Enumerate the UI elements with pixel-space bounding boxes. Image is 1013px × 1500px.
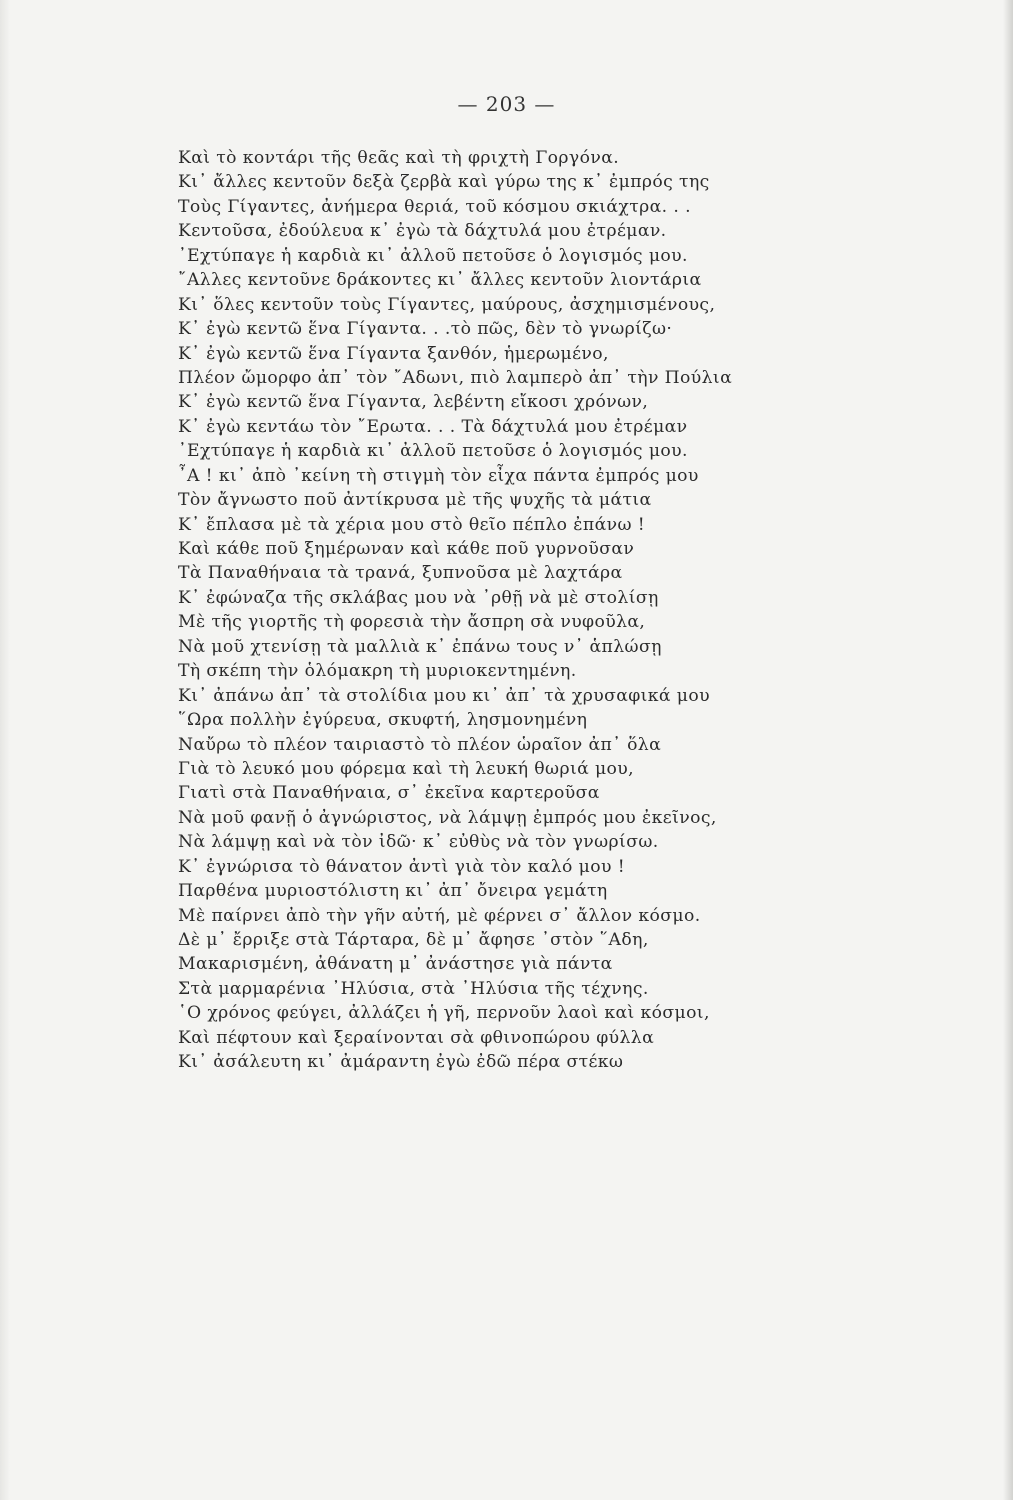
page-edge-right <box>1003 0 1013 1500</box>
poem-text <box>178 146 838 1075</box>
poem-line: Τὴ σκέπη τὴν ὁλόμακρη τὴ μυριοκεντημένη. <box>178 661 577 682</box>
poem-line: Μακαρισμένη, ἀθάνατη μ᾿ ἀνάστησε γιὰ πάντα <box>178 954 613 975</box>
poem-line: ᾿Εχτύπαγε ἡ καρδιὰ κι᾿ ἀλλοῦ πετοῦσε ὁ λογισμός μου. <box>178 441 688 462</box>
poem-line: Μὲ παίρνει ἀπὸ τὴν γῆν αὐτή, μὲ φέρνει σ᾿ ἄλλον κόσμο. <box>178 905 701 926</box>
poem-line: ῞Ωρα πολλὴν ἐγύρευα, σκυφτή, λησμονημένη <box>178 710 588 731</box>
poem-line: Κ᾿ ἐφώναζα τῆς σκλάβας μου νὰ ᾿ρθῇ νὰ μὲ στολίσῃ <box>178 587 659 608</box>
poem-line: Κι᾿ ὅλες κεντοῦν τοὺς Γίγαντες, μαύρους, ἀσχημισμένους, <box>178 294 716 315</box>
poem-line: Ναὔρω τὸ πλέον ταιριαστὸ τὸ πλέον ὡραῖον ἀπ᾿ ὅλα <box>178 734 662 755</box>
poem-line: ῎Αλλες κεντοῦνε δράκοντες κι᾿ ἄλλες κεντοῦν λιοντάρια <box>178 270 702 291</box>
poem-line: Κ᾿ ἔπλασα μὲ τὰ χέρια μου στὸ θεῖο πέπλο ἐπάνω ! <box>178 514 646 535</box>
poem-line: Δὲ μ᾿ ἔρριξε στὰ Τάρταρα, δὲ μ᾿ ἄφησε ᾿στὸν ῞Αδη, <box>178 930 649 950</box>
poem-line: Κι᾿ ἀσάλευτη κι᾿ ἀμάραντη ἐγὼ ἐδῶ πέρα στέκω <box>178 1052 624 1073</box>
poem-line: Στὰ μαρμαρένια ᾿Ηλύσια, στὰ ᾿Ηλύσια τῆς τέχνης. <box>178 978 649 999</box>
poem-line: Τὸν ἄγνωστο ποῦ ἀντίκρυσα μὲ τῆς ψυχῆς τὰ μάτια <box>178 490 652 511</box>
poem-line: Μὲ τῆς γιορτῆς τὴ φορεσιὰ τὴν ἄσπρη σὰ νυφοῦλα, <box>178 612 646 633</box>
poem-line: Νὰ μοῦ χτενίσῃ τὰ μαλλιὰ κ᾿ ἐπάνω τους ν᾿ ἁπλώσῃ <box>178 636 662 657</box>
poem-line: Κ᾿ ἐγὼ κεντῶ ἕνα Γίγαντα, λεβέντη εἴκοσι χρόνων, <box>178 392 649 413</box>
poem-line: Νὰ μοῦ φανῇ ὁ ἀγνώριστος, νὰ λάμψῃ ἐμπρός μου ἐκεῖνος, <box>178 807 717 828</box>
poem-line: Παρθένα μυριοστόλιστη κι᾿ ἀπ᾿ ὄνειρα γεμάτη <box>178 881 608 902</box>
poem-line: Καὶ τὸ κοντάρι τῆς θεᾶς καὶ τὴ φριχτὴ Γοργόνα. <box>178 148 620 168</box>
poem-line: Καὶ πέφτουν καὶ ξεραίνονται σὰ φθινοπώρου φύλλα <box>178 1027 655 1048</box>
poem-line: Πλέον ὤμορφο ἀπ᾿ τὸν ῎Αδωνι, πιὸ λαμπερὸ ἀπ᾿ τὴν Πούλια <box>178 367 733 388</box>
poem-line: Κεντοῦσα, ἐδούλευα κ᾿ ἐγὼ τὰ δάχτυλά μου ἐτρέμαν. <box>178 221 667 242</box>
poem-line: Γιατὶ στὰ Παναθήναια, σ᾿ ἐκεῖνα καρτεροῦσα <box>178 783 600 804</box>
poem-line: ᾿Εχτύπαγε ἡ καρδιὰ κι᾿ ἀλλοῦ πετοῦσε ὁ λογισμός μου. <box>178 245 688 266</box>
page-number: — 203 — <box>457 92 556 116</box>
poem-line: Γιὰ τὸ λευκό μου φόρεμα καὶ τὴ λευκή θωριά μου, <box>178 758 634 779</box>
poem-line: Τὰ Παναθήναια τὰ τρανά, ξυπνοῦσα μὲ λαχτάρα <box>178 563 623 584</box>
poem-line: ῾Ο χρόνος φεύγει, ἀλλάζει ἡ γῆ, περνοῦν λαοὶ καὶ κόσμοι, <box>178 1003 710 1024</box>
poem-line: Κ᾿ ἐγὼ κεντῶ ἕνα Γίγαντα ξανθόν, ἡμερωμένο, <box>178 343 609 364</box>
poem-line: Κι᾿ ἄλλες κεντοῦν δεξὰ ζερβὰ καὶ γύρω της κ᾿ ἐμπρός της <box>178 172 710 193</box>
poem-line: Κ᾿ ἐγνώρισα τὸ θάνατον ἀντὶ γιὰ τὸν καλό μου ! <box>178 856 626 877</box>
poem-line: Καὶ κάθε ποῦ ξημέρωναν καὶ κάθε ποῦ γυρνοῦσαν <box>178 539 635 559</box>
poem-line: Τοὺς Γίγαντες, ἀνήμερα θεριά, τοῦ κόσμου σκιάχτρα. . . <box>178 196 691 217</box>
poem-line: Κι᾿ ἀπάνω ἀπ᾿ τὰ στολίδια μου κι᾿ ἀπ᾿ τὰ χρυσαφικά μου <box>178 685 710 706</box>
poem-line: Κ᾿ ἐγὼ κεντῶ ἕνα Γίγαντα. . .τὸ πῶς, δὲν τὸ γνωρίζω· <box>178 319 673 340</box>
poem-line: Κ᾿ ἐγὼ κεντάω τὸν ῎Ερωτα. . . Τὰ δάχτυλά μου ἐτρέμαν <box>178 416 688 437</box>
poem-line: Νὰ λάμψῃ καὶ νὰ τὸν ἰδῶ· κ᾿ εὐθὺς νὰ τὸν γνωρίσω. <box>178 832 659 853</box>
page-edge-left <box>0 0 10 1500</box>
poem-line: ῏Α ! κι᾿ ἀπὸ ᾿κείνη τὴ στιγμὴ τὸν εἶχα πάντα ἐμπρός μου <box>178 465 699 486</box>
